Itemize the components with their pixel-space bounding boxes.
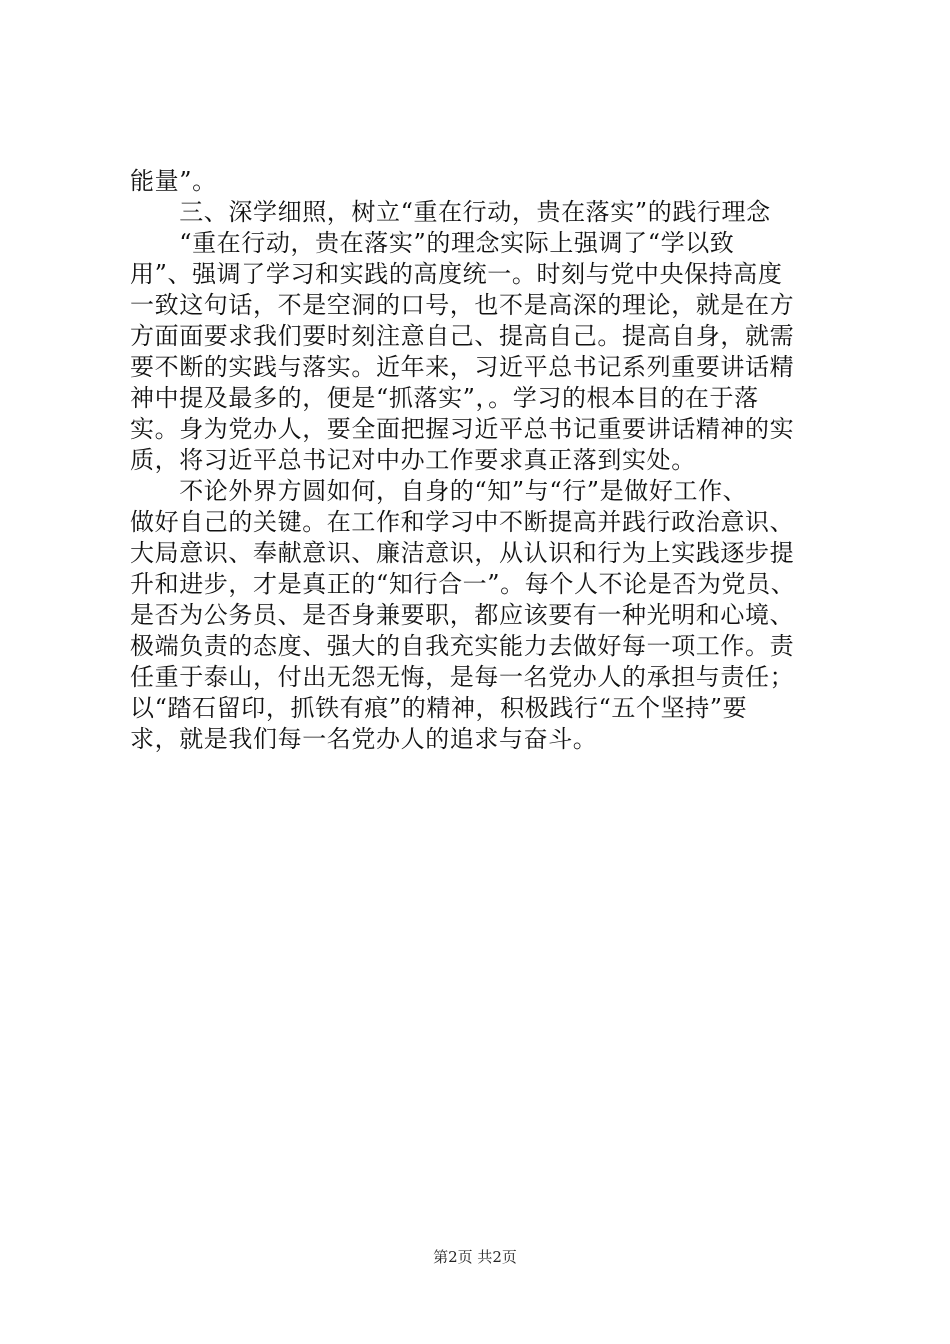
page-number-footer: 第2页 共2页 bbox=[433, 1248, 517, 1266]
section-heading: 三、深学细照，树立“重在行动，贵在落实”的践行理念 bbox=[130, 198, 771, 226]
text-line: 升和进步，才是真正的“知行合一”。每个人不论是否为党员、 bbox=[130, 570, 796, 598]
text-line: 不论外界方圆如何，自身的“知”与“行”是做好工作、 bbox=[130, 477, 748, 505]
text-line: 一致这句话，不是空洞的口号，也不是高深的理论，就是在方 bbox=[130, 291, 795, 319]
text-line: 方面面要求我们要时刻注意自己、提高自己。提高自身，就需 bbox=[130, 322, 795, 350]
text-line: “重在行动，贵在落实”的理念实际上强调了“学以致 bbox=[130, 229, 735, 257]
text-line: 能量”。 bbox=[130, 167, 217, 195]
text-line: 极端负责的态度、强大的自我充实能力去做好每一项工作。责 bbox=[130, 632, 795, 660]
text-line: 神中提及最多的，便是“抓落实”，。学习的根本目的在于落 bbox=[130, 384, 759, 412]
text-line: 任重于泰山，付出无怨无悔，是每一名党办人的承担与责任； bbox=[130, 663, 795, 691]
text-line: 大局意识、奉献意识、廉洁意识，从认识和行为上实践逐步提 bbox=[130, 539, 795, 567]
text-line: 以“踏石留印，抓铁有痕”的精神，积极践行“五个坚持”要 bbox=[130, 694, 748, 722]
text-line: 求，就是我们每一名党办人的追求与奋斗。 bbox=[130, 725, 598, 753]
text-line: 是否为公务员、是否身兼要职，都应该要有一种光明和心境、 bbox=[130, 601, 795, 629]
text-line: 实。身为党办人，要全面把握习近平总书记重要讲话精神的实 bbox=[130, 415, 795, 443]
document-body bbox=[130, 166, 850, 755]
text-line: 做好自己的关键。在工作和学习中不断提高并践行政治意识、 bbox=[130, 508, 795, 536]
text-line: 用”、强调了学习和实践的高度统一。时刻与党中央保持高度 bbox=[130, 260, 783, 288]
text-line: 要不断的实践与落实。近年来，习近平总书记系列重要讲话精 bbox=[130, 353, 795, 381]
text-line: 质，将习近平总书记对中办工作要求真正落到实处。 bbox=[130, 446, 696, 474]
